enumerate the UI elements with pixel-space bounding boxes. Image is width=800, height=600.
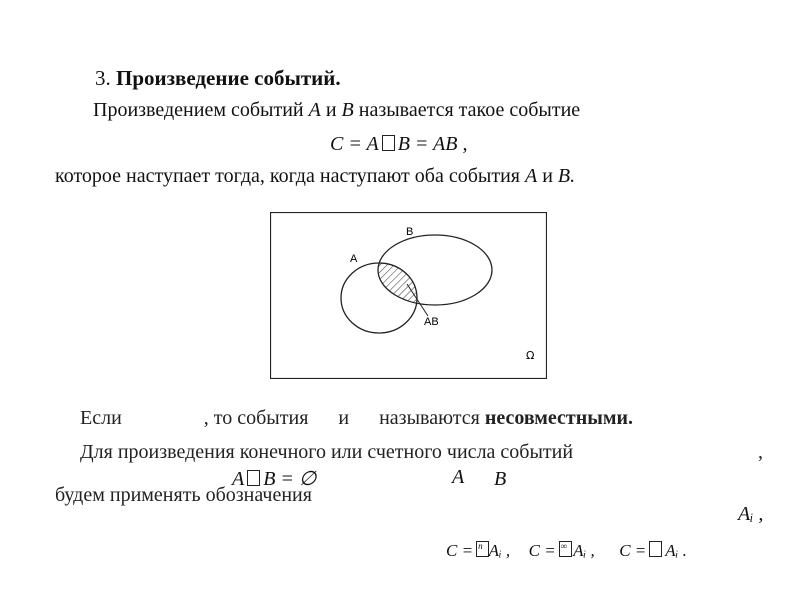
var-a-label: [452, 466, 464, 489]
var-a: A: [308, 99, 321, 121]
missing-glyph-icon: [382, 135, 395, 151]
f1-sup: n: [478, 541, 483, 552]
product-formula: [330, 133, 468, 156]
definition-line-3: [55, 165, 575, 188]
var-a: A: [524, 165, 538, 187]
label-b: B: [406, 226, 414, 238]
f3-right: Aᵢ .: [665, 541, 687, 560]
formula-left: C = A: [330, 133, 379, 155]
definition-line3-text: которое наступает тогда, когда наступают оба события: [55, 165, 520, 187]
definition-text: Произведением событий: [93, 99, 304, 121]
label-a: A: [350, 253, 358, 265]
conj-and: и: [325, 99, 337, 121]
section-title: Произведение событий.: [116, 66, 341, 90]
label-omega: Ω: [526, 349, 535, 362]
comma-text: ,: [758, 441, 763, 463]
var-b-label: [494, 468, 506, 491]
formula-empty: B = ∅: [263, 468, 317, 490]
then-text: , то события: [203, 407, 309, 429]
var-b: B: [341, 99, 354, 121]
var-b: B: [494, 468, 507, 490]
incompatible-line: [80, 407, 633, 430]
section-number: 3.: [95, 66, 111, 90]
if-word: Если: [80, 407, 122, 429]
f1-left: C =: [446, 541, 474, 560]
venn-diagram: [270, 212, 547, 379]
formula-right: B = AB ,: [397, 133, 468, 155]
notation-text: будем применять обозначения: [55, 484, 312, 506]
ai-label: [738, 503, 763, 526]
finite-line-2: [55, 484, 312, 507]
f2-right: Aᵢ ,: [573, 541, 595, 560]
section-heading: [95, 66, 341, 91]
definition-suffix: называется такое событие: [358, 99, 581, 121]
called-text: называются: [379, 407, 480, 429]
var-b: B.: [557, 165, 576, 187]
conj-and: и: [542, 165, 553, 187]
label-ab: AB: [424, 316, 439, 328]
f2-left: C =: [528, 541, 556, 560]
incompatible-term: несовместными.: [484, 407, 634, 429]
f1-right: Aᵢ ,: [488, 541, 511, 560]
missing-glyph-icon: [649, 541, 662, 557]
f3-left: C =: [619, 541, 647, 560]
finite-comma: [758, 441, 763, 464]
product-formulas: [446, 541, 687, 561]
finite-text: Для произведения конечного или счетного числа событий: [80, 441, 574, 463]
finite-line-1: [80, 441, 573, 464]
conj-and: и: [338, 407, 350, 429]
f2-sup: ∞: [560, 541, 568, 552]
ai-text: Aᵢ ,: [738, 503, 764, 525]
formula-a: A: [232, 468, 245, 490]
definition-line-1: [93, 99, 580, 122]
var-a: A: [452, 466, 465, 488]
